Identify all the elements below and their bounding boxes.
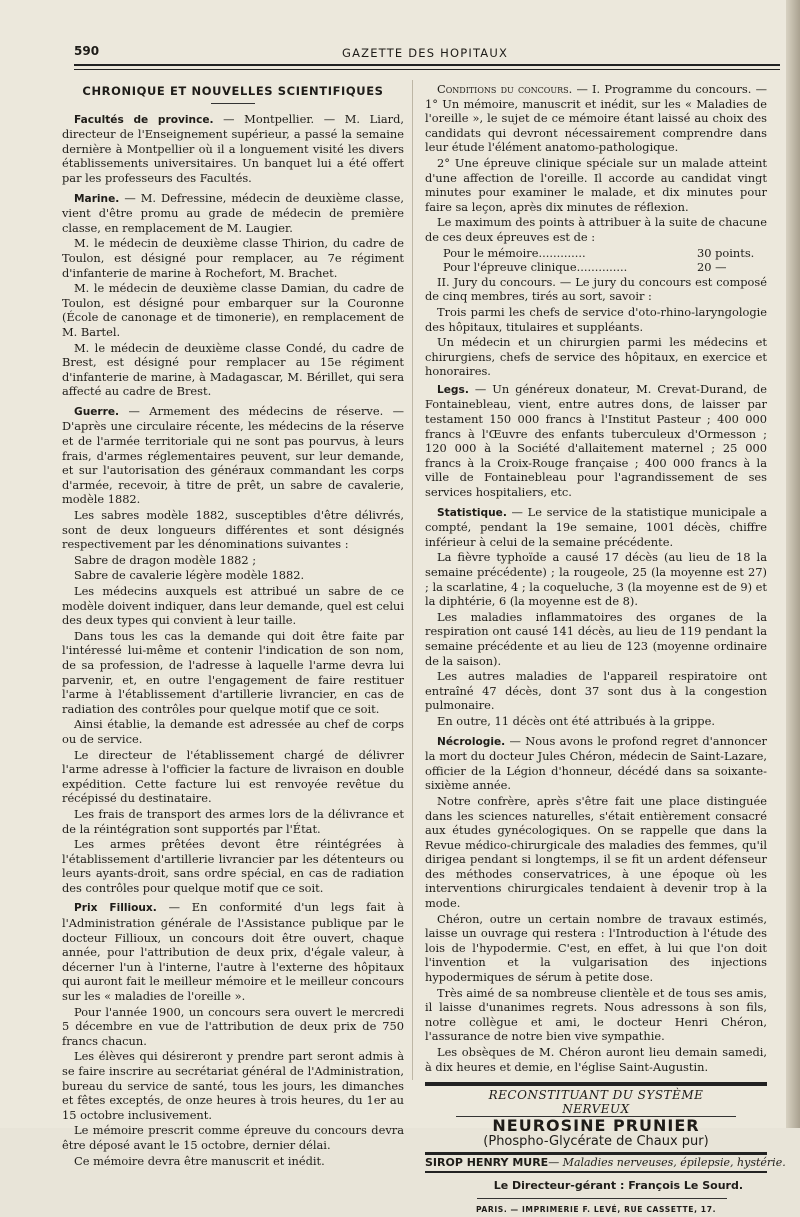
page-number: 590 <box>74 44 100 58</box>
legs-paragraph <box>425 382 767 500</box>
guerre-p1: — Armement des médecins de réserve. — D'après une circulaire récente, les médecins de la réserve et de l'armée territoriale qui ne sont pas pourvus, à leurs frais, d'armes réglementaires peuvent, sur leur demande, et sur l'autorisation des généraux commandant les corps d'armée, recevoir, à titre de prêt, un sabre de cavalerie, modèle 1882. <box>62 403 404 507</box>
ad-sirop-indications: — Maladies nerveuses, épilepsie, hystérie. <box>548 1156 786 1170</box>
ad-product-name: NEUROSINE PRUNIER <box>492 1116 700 1136</box>
statistique-paragraph <box>425 505 767 550</box>
statistique-p3: Les maladies inflammatoires des organes de la respiration ont causé 141 décès, au lieu de 119 pendant la semaine précédente et au lieu de 123 (moyenne ordinaire de la saison). <box>425 609 767 668</box>
points-row-clinique <box>425 260 767 275</box>
page-spine-shadow <box>786 0 800 1128</box>
right-column <box>425 82 786 1217</box>
necrologie-p2: Notre confrère, après s'être fait une place distinguée dans les sciences naturelles, s'était entièrement consacré aux études gynécologiques. On se rappelle que dans la Revue médico-chirurgicale des maladies des femmes, qu'il dirigea pendant si longtemps, il se fit un ardent défenseur des méthodes conservatrices, à une époque où les interventions chirurgicales tendaient à devenir trop à la mode. <box>425 793 767 911</box>
section-title: CHRONIQUE ET NOUVELLES SCIENTIFIQUES <box>82 84 384 98</box>
necrologie-p1: — Nous avons le profond regret d'annoncer la mort du docteur Jules Chéron, médecin de Saint-Lazare, officier de la Légion d'honneur, décédé dans sa soixante-sixième année. <box>425 733 767 793</box>
points-value-memoire: 30 points. <box>697 245 755 260</box>
guerre-p6: Dans tous les cas la demande qui doit être faite par l'intéressé lui-même et contenir l'indication de son nom, de sa profession, de l'adresse à laquelle l'arme devra lui parvenir, et, en outre l'engagement de faire restituer l'arme à l'établissement d'artillerie livrancier, en cas de radiation des contrôles pour quelque motif que ce soit. <box>62 628 404 716</box>
prix-p2: Pour l'année 1900, un concours sera ouvert le mercredi 5 décembre en vue de l'attribution de deux prix de 750 francs chacun. <box>62 1004 404 1048</box>
conditions-p1: — I. Programme du concours. — 1° Un mémoire, manuscrit et inédit, sur les « Maladies de l'oreille », le sujet de ce mémoire étant laissé au choix des candidats qui devront nécessairement comprendre dans leur étude l'élément anatomo-pathologique. <box>425 82 767 155</box>
conditions-p4: II. Jury du concours. — Le jury du concours est composé de cinq membres, tirés au sort, savoir : <box>425 274 767 304</box>
marine-p4: M. le médecin de deuxième classe Condé, du cadre de Brest, est désigné pour remplacer au 15e régiment d'infanterie de marine, à Madagascar, M. Bérillet, qui sera affecté au cadre de Brest. <box>62 340 404 399</box>
prix-p4: Le mémoire prescrit comme épreuve du concours devra être déposé avant le 15 octobre, dernier délai. <box>62 1123 404 1152</box>
director-rule <box>477 1198 727 1199</box>
ad-product-subtitle: (Phospho-Glycérate de Chaux pur) <box>483 1134 709 1150</box>
necrologie-p5: Les obsèques de M. Chéron auront lieu demain samedi, à dix heures et demie, en l'église Saint-Augustin. <box>425 1045 767 1074</box>
legs-lead: Legs. <box>437 383 469 396</box>
guerre-p8: Le directeur de l'établissement chargé de délivrer l'arme adresse à l'officier la facture de livraison en double expédition. Cette facture lui est renvoyée revêtue du récépissé du destinataire. <box>62 747 404 806</box>
conditions-p5: Trois parmi les chefs de service d'oto-rhino-laryngologie des hôpitaux, titulaires et suppléants. <box>425 304 767 334</box>
necrologie-paragraph <box>425 734 767 793</box>
points-label-clinique: Pour l'épreuve clinique.............. <box>443 260 628 275</box>
director-signature: Le Directeur-gérant : François Le Sourd. <box>493 1179 743 1193</box>
facultes-text: — Montpellier. — M. Liard, directeur de l'Enseignement supérieur, a passé la semaine dernière à Montpellier où il a longuement visité les divers établissements universitaires. Un banquet lui a été offert par les professeurs des Facultés. <box>62 111 404 185</box>
points-label-memoire: Pour le mémoire............. <box>443 245 586 260</box>
prix-lead: Prix Fillioux. <box>74 902 157 915</box>
necrologie-p4: Très aimé de sa nombreuse clientèle et de tous ses amis, il laisse d'unanimes regrets. Nous adressons à son fils, notre collègue et ami, le docteur Henri Chéron, l'assurance de notre bien vive sympathie. <box>425 985 767 1044</box>
guerre-p9: Les frais de transport des armes lors de la délivrance et de la réintégration sont supportés par l'État. <box>62 806 404 836</box>
guerre-paragraph <box>62 404 404 507</box>
marine-p2: M. le médecin de deuxième classe Thirion, du cadre de Toulon, est désigné pour remplacer, au 7e régiment d'infanterie de marine à Rochefort, M. Brachet. <box>62 236 404 280</box>
marine-p1: — M. Defressine, médecin de deuxième classe, vient d'être promu au grade de médecin de première classe, en remplacement de M. Laugier. <box>62 190 404 235</box>
statistique-p2: La fièvre typhoïde a causé 17 décès (au lieu de 18 la semaine précédente) ; la rougeole, 25 (la moyenne est 27) ; la scarlatine, 4 ; la coqueluche, 3 (la moyenne est de 9) et la diphtérie, 6 (la moyenne est de 8). <box>425 550 767 609</box>
header-rule <box>74 64 780 70</box>
prix-paragraph <box>62 900 404 1003</box>
ad-tagline: RECONSTITUANT DU SYSTÈME NERVEUX <box>456 1088 736 1117</box>
marine-p3: M. le médecin de deuxième classe Damian, du cadre de Toulon, est désigné pour embarquer sur la Couronne (École de canonage et de timonerie), en remplacement de M. Bartel. <box>62 281 404 339</box>
prix-p5: Ce mémoire devra être manuscrit et inédit. <box>74 1153 325 1168</box>
statistique-p5: En outre, 11 décès ont été attribués à la grippe. <box>437 713 715 728</box>
points-value-clinique: 20 — <box>697 260 727 275</box>
conditions-lead: Conditions du concours. <box>437 82 573 96</box>
marine-paragraph <box>62 191 404 236</box>
guerre-p10: Les armes prêtées devont être réintégrées à l'établissement d'artillerie livrancier par les détenteurs ou leurs ayants-droit, sans ordre spécial, en cas de radiation des contrôles pour quelque motif que ce soit. <box>62 837 404 895</box>
imprint-line: PARIS. — IMPRIMERIE F. LEVÉ, RUE CASSETTE, 17. <box>475 1204 717 1214</box>
conditions-paragraph <box>425 82 767 155</box>
legs-text: — Un généreux donateur, M. Crevat-Durand, de Fontainebleau, vient, entre autres dons, de laisser par testament 150 000 francs à l'Institut Pasteur ; 400 000 francs à l'Œuvre des enfants tuberculeux d'Ormesson ; 120 000 à la Société d'allaitement maternel ; 25 000 francs à la Croix-Rouge française ; 400 000 francs à la ville de Fontainebleau pour l'agrandissement de ses services hospitaliers, etc. <box>425 381 767 500</box>
advertisement <box>425 1082 786 1173</box>
prix-p1: — En conformité d'un legs fait à l'Administration générale de l'Assistance publique par le docteur Fillioux, un concours doit être ouvert, chaque année, pour l'attribution de deux prix, d'égale valeur, à décerner l'un à l'interne, l'autre à l'externe des hôpitaux qui auront fait le meilleur mémoire et le meilleur concours sur les « maladies de l'oreille ». <box>62 900 404 1004</box>
guerre-p5: Les médecins auxquels est attribué un sabre de ce modèle doivent indiquer, dans leur demande, quel est celui des deux types qui convient à leur taille. <box>62 584 404 628</box>
points-row-memoire <box>425 246 767 261</box>
ad-sirop-name: SIROP HENRY MURE <box>425 1156 549 1170</box>
statistique-lead: Statistique. <box>437 506 507 519</box>
statistique-p1: — Le service de la statistique municipale a compté, pendant la 19e semaine, 1001 décès, chiffre inférieur à celui de la semaine précédente. <box>425 504 767 549</box>
guerre-p2: Les sabres modèle 1882, susceptibles d'être délivrés, sont de deux longueurs différentes et sont désignés respectivement par les dénominations suivantes : <box>62 508 404 552</box>
guerre-p4: Sabre de cavalerie légère modèle 1882. <box>74 568 305 583</box>
facultes-lead: Facultés de province. <box>74 113 214 126</box>
necrologie-lead: Nécrologie. <box>437 735 506 748</box>
guerre-p3: Sabre de dragon modèle 1882 ; <box>74 552 257 567</box>
conditions-p3: Le maximum des points à attribuer à la suite de chacune de ces deux épreuves est de : <box>425 215 767 244</box>
section-rule <box>211 103 255 104</box>
prix-p3: Les élèves qui désireront y prendre part seront admis à se faire inscrire au secrétariat général de l'Administration, bureau du service de santé, tous les jours, les dimanches et fêtes exceptés, de onze heures à trois heures, du 1er au 15 octobre inclusivement. <box>62 1049 404 1122</box>
journal-title: GAZETTE DES HOPITAUX <box>341 46 509 60</box>
necrologie-p3: Chéron, outre un certain nombre de travaux estimés, laisse un ouvrage qui restera : l'Introduction à l'étude des lois de l'hypodermie. C'est, en effet, à lui que l'on doit l'invention et la vulgarisation des injections hypodermiques de sérum à petite dose. <box>425 911 767 985</box>
left-column <box>62 82 404 1169</box>
conditions-p6: Un médecin et un chirurgien parmi les médecins et chirurgiens, chefs de service des hôpitaux, en exercice et honoraires. <box>425 335 767 379</box>
guerre-p7: Ainsi établie, la demande est adressée au chef de corps ou de service. <box>62 717 404 746</box>
statistique-p4: Les autres maladies de l'appareil respiratoire ont entraîné 47 décès, dont 37 sont dus à la congestion pulmonaire. <box>425 669 767 713</box>
marine-lead: Marine. <box>74 192 120 205</box>
guerre-lead: Guerre. <box>74 405 120 418</box>
ad-sirop-line <box>425 1152 786 1173</box>
conditions-p2: 2° Une épreuve clinique spéciale sur un malade atteint d'une affection de l'oreille. Il accorde au candidat vingt minutes pour examiner le malade, et dix minutes pour faire sa leçon, après dix minutes de réflexion. <box>425 155 767 214</box>
column-divider <box>412 80 413 1080</box>
running-head <box>70 44 780 64</box>
facultes-paragraph <box>62 112 404 186</box>
